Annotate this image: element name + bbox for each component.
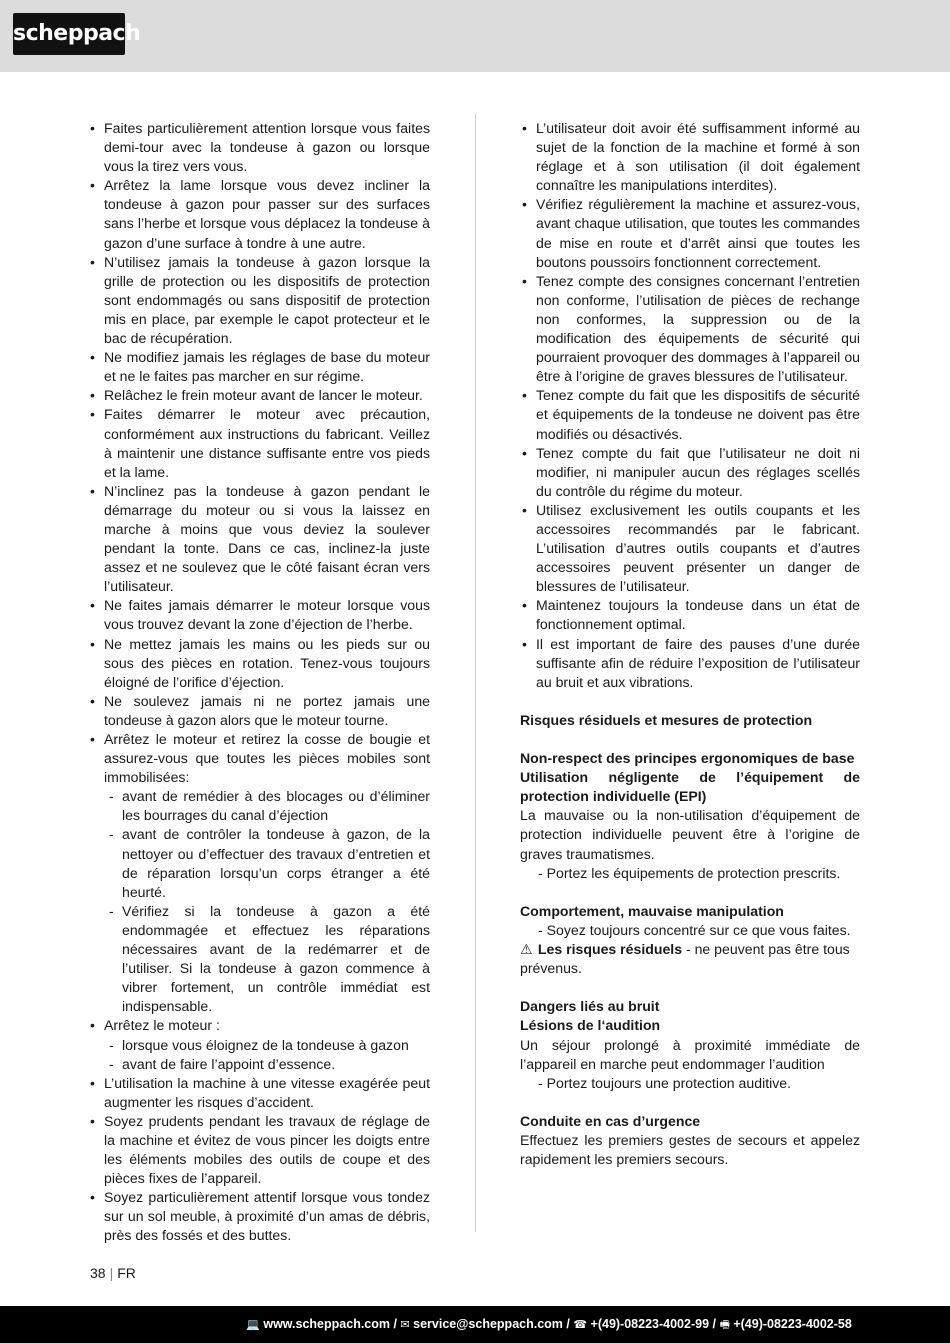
warning-bold: Les risques résiduels <box>537 941 683 958</box>
page-footer <box>0 1306 950 1343</box>
fax-icon: 🖷 <box>719 1319 730 1331</box>
list-item-text: Arrêtez le moteur et retirez la cosse de bougie et assurez-vous que toutes les pièces mobiles sont immobilisées: <box>104 731 430 786</box>
list-item: • Utilisez exclusivement les outils coupants et les accessoires recommandés par le fabricant. L’utilisation d’autres outils coupants et d’autres accessoires peuvent présenter un danger de blessures de l’utilisateur. <box>520 501 860 596</box>
list-item: • L’utilisation la machine à une vitesse exagérée peut augmenter les risques d’accident. <box>88 1074 430 1112</box>
list-item: • Vérifiez régulièrement la machine et assurez-vous, avant chaque utilisation, que toutes les commandes de mise en route et d’arrêt ainsi que toutes les boutons poussoirs fonctionnent correctement. <box>520 195 860 271</box>
column-divider <box>475 114 476 1232</box>
emergency-text: Effectuez les premiers gestes de secours et appelez rapidement les premiers secours. <box>520 1131 860 1168</box>
list-item-stop-engine <box>88 730 430 1016</box>
heading-ergonomics: Non-respect des principes ergonomiques de base <box>520 750 855 767</box>
heading-hearing: Lésions de l‘audition <box>520 1017 661 1034</box>
list-item: • Faites démarrer le moteur avec précaution, conformément aux instructions du fabricant. Veillez à maintenir une distance suffisante entre vos pieds et la lame. <box>88 405 430 481</box>
warning-text: - ne peuvent pas être tous prévenus. <box>520 941 850 977</box>
list-item: • Ne mettez jamais les mains ou les pieds sur ou sous des pièces en rotation. Tenez-vous toujours éloigné de l’orifice d’éjection. <box>88 635 430 692</box>
residual-warning <box>520 940 860 978</box>
phone-icon: ☎ <box>573 1319 588 1331</box>
list-item: • Tenez compte des consignes concernant l’entretien non conforme, l’utilisation de pièces de rechange non conformes, la suppression ou de la modification des équipements de sécurité qui pourraient provoquer des dommages à l’appareil ou être à l’origine de graves blessures de l’utilisateur. <box>520 272 860 387</box>
footer-fax: +(49)-08223-4002-58 <box>733 1317 852 1331</box>
list-item: • Tenez compte du fait que les dispositifs de sécurité et équipements de la tondeuse ne doivent pas être modifiés ou désactivés. <box>520 386 860 443</box>
list-item: • Ne soulevez jamais ni ne portez jamais une tondeuse à gazon alors que le moteur tourne. <box>88 692 430 730</box>
list-item: • L’utilisateur doit avoir été suffisamment informé au sujet de la fonction de la machine et formé à son réglage et à son utilisation (il doit également connaître les manipulations interdites). <box>520 119 860 195</box>
epi-text: La mauvaise ou la non-utilisation d’équipement de protection individuelle peuvent être à l’origine de graves traumatismes. <box>520 807 860 862</box>
page-number-value: 38 <box>90 1265 106 1281</box>
right-column <box>520 119 860 1169</box>
list-item: • Soyez particulièrement attentif lorsque vous tondez sur un sol meuble, à proximité d’un amas de débris, près des fossés et des buttes. <box>88 1188 430 1245</box>
sub-list-item: - avant de remédier à des blocages ou d’éliminer les bourrages du canal d’éjection <box>104 787 430 825</box>
sub-list <box>104 787 430 1016</box>
list-item-arretez <box>88 1016 430 1073</box>
heading-emergency: Conduite en cas d’urgence <box>520 1112 701 1129</box>
computer-icon: 💻 <box>246 1319 260 1331</box>
page-header <box>0 0 950 72</box>
sub-list-item: - lorsque vous éloignez de la tondeuse à gazon <box>104 1036 430 1055</box>
heading-epi: Utilisation négligente de l’équipement de protection individuelle (EPI) <box>520 769 860 805</box>
list-item: • Maintenez toujours la tondeuse dans un état de fonctionnement optimal. <box>520 596 860 634</box>
section-heading-residual: Risques résiduels et mesures de protection <box>520 711 813 728</box>
scheppach-logo: scheppach <box>13 13 125 55</box>
epi-action: - Portez les équipements de protection prescrits. <box>538 864 841 881</box>
footer-email[interactable]: service@scheppach.com / <box>413 1317 570 1331</box>
list-item: • Relâchez le frein moteur avant de lancer le moteur. <box>88 386 430 405</box>
heading-behavior: Comportement, mauvaise manipulation <box>520 902 784 919</box>
sub-list-item: - avant de faire l’appoint d’essence. <box>104 1055 430 1074</box>
safety-list-left <box>88 119 430 1246</box>
warning-icon: ⚠ <box>520 941 533 958</box>
hearing-action: - Portez toujours une protection auditive. <box>538 1074 792 1091</box>
safety-list-right <box>520 119 860 692</box>
list-item: • Faites particulièrement attention lorsque vous faites demi-tour avec la tondeuse à gazon ou lorsque vous la tirez vers vous. <box>88 119 430 176</box>
behavior-action: - Soyez toujours concentré sur ce que vous faites. <box>538 921 851 938</box>
footer-phone: +(49)-08223-4002-99 / <box>590 1317 716 1331</box>
list-item: • N’utilisez jamais la tondeuse à gazon lorsque la grille de protection ou les dispositifs de protection sont endommagés ou sans dispositif de protection mis en place, par exemple le capot protecteur et le bac de récupération. <box>88 253 430 348</box>
page-number: 38 | FR <box>90 1265 136 1281</box>
hearing-text: Un séjour prolongé à proximité immédiate de l’appareil en marche peut endommager l’audition <box>520 1036 860 1072</box>
list-item-text: Arrêtez le moteur : <box>104 1017 220 1034</box>
list-item: • Il est important de faire des pauses d’une durée suffisante afin de réduire l’exposition de l’utilisateur au bruit et aux vibrations. <box>520 635 860 692</box>
list-item: • Soyez prudents pendant les travaux de réglage de la machine et évitez de vous pincer les doigts entre les éléments mobiles des outils de coupe et des pièces fixes de l’appareil. <box>88 1112 430 1188</box>
list-item: • Ne faites jamais démarrer le moteur lorsque vous vous trouvez devant la zone d’éjection de l’herbe. <box>88 596 430 634</box>
list-item: • Ne modifiez jamais les réglages de base du moteur et ne le faites pas marcher en sur régime. <box>88 348 430 386</box>
mail-icon: ✉ <box>400 1319 410 1331</box>
sub-list-item: - avant de contrôler la tondeuse à gazon, de la nettoyer ou d’effectuer des travaux d’entretien et de réparation lorsqu’un corps étranger a été heurté. <box>104 825 430 901</box>
list-item: • N’inclinez pas la tondeuse à gazon pendant le démarrage du moteur ou si vous la laissez en marche à moins que vous deviez la soulever pendant la tonte. Dans ce cas, inclinez-la juste assez et ne soulevez que le côté faisant écran vers l’utilisateur. <box>88 482 430 597</box>
sub-list-item: - Vérifiez si la tondeuse à gazon a été endommagée et effectuez les réparations nécessaires avant de la redémarrer et de l’utiliser. Si la tondeuse à gazon commence à vibrer fortement, un contrôle immédiat est indispensable. <box>104 902 430 1017</box>
footer-website[interactable]: www.scheppach.com / <box>263 1317 397 1331</box>
sub-list <box>104 1036 430 1074</box>
left-column <box>88 119 430 1246</box>
list-item: • Tenez compte du fait que l’utilisateur ne doit ni modifier, ni manipuler aucun des réglages scellés du contrôle du régime du moteur. <box>520 444 860 501</box>
list-item: • Arrêtez la lame lorsque vous devez incliner la tondeuse à gazon pour passer sur des surfaces sans l’herbe et lorsque vous déplacez la tondeuse à gazon d’une surface à tondre à une autre. <box>88 176 430 252</box>
page-language: FR <box>117 1265 136 1281</box>
heading-noise: Dangers liés au bruit <box>520 998 660 1015</box>
